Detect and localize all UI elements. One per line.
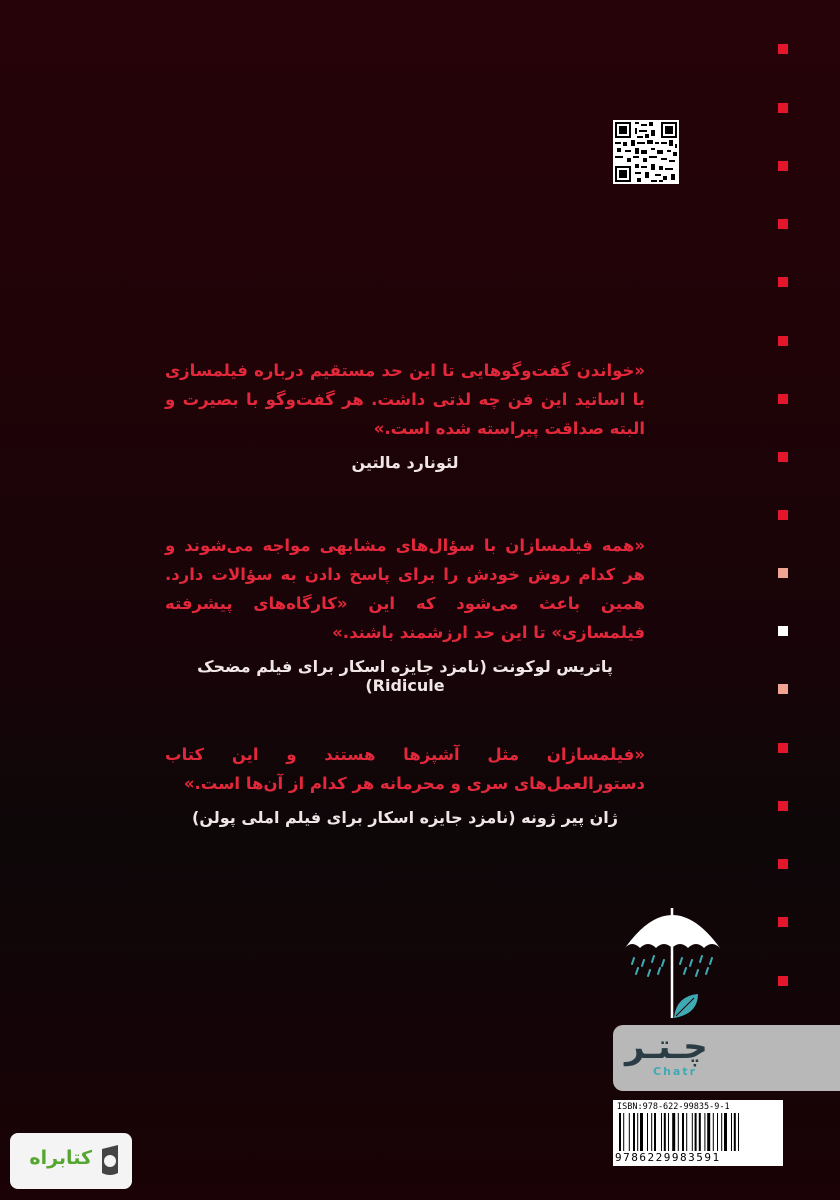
publisher-name-en: Chatr bbox=[653, 1065, 698, 1078]
quote-author: لئونارد مالتین bbox=[351, 453, 459, 472]
square bbox=[778, 568, 788, 578]
square bbox=[778, 44, 788, 54]
isbn-number: 9786229983591 bbox=[615, 1151, 721, 1164]
square bbox=[778, 452, 788, 462]
isbn-barcode bbox=[613, 1100, 783, 1166]
square bbox=[778, 277, 788, 287]
watermark-text: کتابراه bbox=[29, 1147, 92, 1169]
square bbox=[778, 626, 788, 636]
isbn-label: ISBN:978-622-99835-9-1 bbox=[617, 1102, 730, 1112]
quote-block bbox=[165, 356, 645, 472]
square bbox=[778, 859, 788, 869]
square bbox=[778, 801, 788, 811]
katabrah-logo-icon bbox=[96, 1143, 124, 1179]
publisher-name-fa: چـتـر bbox=[625, 1027, 708, 1067]
umbrella-icon bbox=[620, 900, 725, 1030]
katabrah-watermark bbox=[10, 1133, 132, 1189]
square bbox=[778, 917, 788, 927]
square bbox=[778, 743, 788, 753]
quote-block bbox=[165, 740, 645, 827]
square bbox=[778, 510, 788, 520]
square bbox=[778, 394, 788, 404]
publisher-logo bbox=[613, 1025, 840, 1091]
quote-text: «فیلمسازان مثل آشپزها هستند و این کتاب دستورالعمل‌های سری و محرمانه هر کدام از آن‌ها است.» bbox=[165, 745, 645, 793]
quote-block bbox=[165, 531, 645, 695]
square bbox=[778, 976, 788, 986]
qr-code-icon bbox=[613, 120, 679, 184]
square bbox=[778, 103, 788, 113]
quote-text: «خواندن گفت‌وگوهایی تا این حد مستقیم درباره فیلمسازی با اساتید این فن چه لذتی داشت. هر گفت‌وگو با بصیرت و البته صداقت پیراسته شده است.» bbox=[165, 361, 645, 438]
quote-text: «همه فیلمسازان با سؤال‌های مشابهی مواجه می‌شوند و هر کدام روش خودش را برای پاسخ دادن به سؤالات دارد. همین باعث می‌شود که این «کارگاه‌های پیشرفته فیلمسازی» تا این حد ارزشمند باشند.» bbox=[165, 536, 645, 642]
square bbox=[778, 161, 788, 171]
square bbox=[778, 684, 788, 694]
decorative-square-strip bbox=[778, 0, 788, 1000]
quote-author: پاتریس لوکونت (نامزد جایزه اسکار برای فیلم مضحک Ridicule) bbox=[197, 657, 613, 695]
barcode-bars bbox=[619, 1113, 777, 1151]
square bbox=[778, 336, 788, 346]
quote-author: ژان پیر ژونه (نامزد جایزه اسکار برای فیلم املی پولن) bbox=[192, 808, 618, 827]
square bbox=[778, 219, 788, 229]
